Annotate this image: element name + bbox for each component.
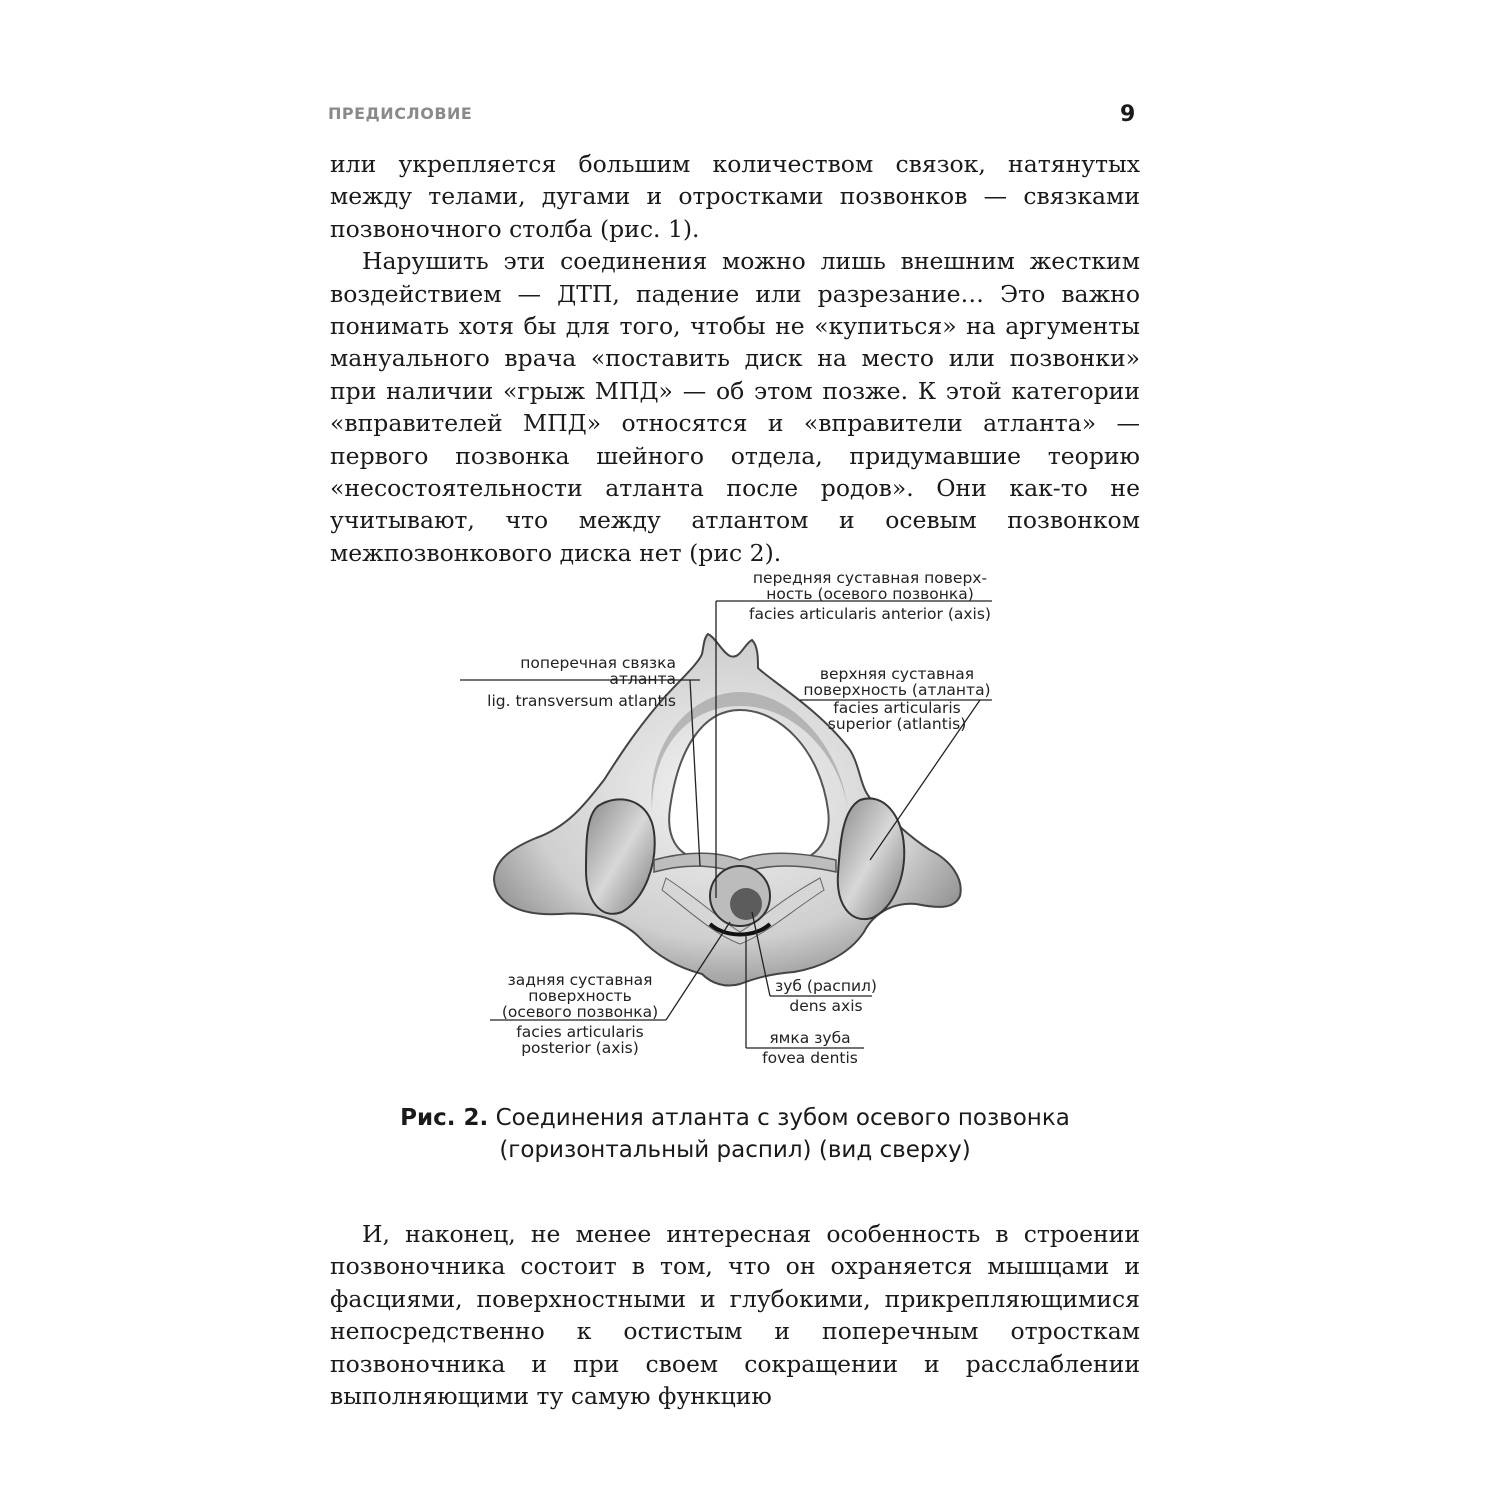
- label-text: ямка зуба: [769, 1029, 851, 1047]
- label-text: задняя суставная: [507, 971, 653, 989]
- body-text-top: [330, 148, 1140, 569]
- label-anterior-articular-surface: [730, 570, 1010, 622]
- label-text: ность (осевого позвонка): [766, 585, 974, 603]
- label-dens-axis: [770, 978, 882, 1014]
- label-text: поверхность (атланта): [803, 681, 991, 699]
- label-text: dens axis: [789, 997, 863, 1015]
- label-text: (осевого позвонка): [501, 1003, 659, 1021]
- label-text: поперечная связка: [520, 654, 676, 672]
- label-posterior-articular-surface: [480, 972, 680, 1056]
- label-text: facies articularis anterior (axis): [749, 605, 991, 623]
- label-fovea-dentis: [750, 1030, 870, 1066]
- dens-inner-shadow: [730, 888, 762, 920]
- label-text: posterior (axis): [521, 1039, 639, 1057]
- label-superior-articular-surface: [792, 666, 1002, 732]
- paragraph: И, наконец, не менее интересная особенность в строении позвоночника состоит в том, что он охраняется мышцами и фасциями, поверхностными и глубокими, прикрепляющимися непосредственно к остистым и поперечным отросткам позвоночника и при своем сокращении и расслаблении выполняющими ту самую функцию: [330, 1220, 1140, 1411]
- figure-atlas-illustration: [440, 560, 1060, 1080]
- label-text: атланта: [609, 670, 676, 688]
- label-text: lig. transversum atlantis: [487, 692, 676, 710]
- page-number: 9: [1120, 102, 1136, 127]
- running-head: ПРЕДИСЛОВИЕ: [328, 104, 473, 123]
- caption-prefix: Рис. 2.: [400, 1105, 489, 1131]
- caption-text: Соединения атланта с зубом осевого позвонка (горизонтальный распил) (вид сверху): [488, 1105, 1070, 1163]
- label-text: поверхность: [528, 987, 632, 1005]
- label-text: fovea dentis: [762, 1049, 858, 1067]
- paragraph: Нарушить эти соединения можно лишь внешним жестким воздействием — ДТП, падение или разрезание… Это важно понимать хотя бы для того, чтобы не «купиться» на аргументы мануального врача «поставить диск на место или позвонки» при наличии «грыж МПД» — об этом позже. К этой категории «вправителей МПД» относятся и «вправители атланта» — первого позвонка шейного отдела, придумавшие теорию «несостоятельности атланта после родов». Они как-то не учитывают, что между атлантом и осевым позвонком межпозвонкового диска нет (рис 2).: [330, 247, 1140, 567]
- label-text: facies articularis: [516, 1023, 644, 1041]
- label-text: передняя суставная поверх-: [752, 569, 988, 587]
- paragraph: или укрепляется большим количеством связок, натянутых между телами, дугами и отростками позвонков — связками позвоночного столба (рис. 1).: [330, 150, 1140, 243]
- label-text: facies articularis: [833, 699, 961, 717]
- label-transverse-ligament: [460, 655, 676, 709]
- label-text: верхняя суставная: [819, 665, 975, 683]
- body-text-bottom: [330, 1218, 1140, 1412]
- label-text: зуб (распил): [775, 977, 877, 995]
- figure-caption: [330, 1102, 1140, 1166]
- label-text: superior (atlantis): [827, 715, 967, 733]
